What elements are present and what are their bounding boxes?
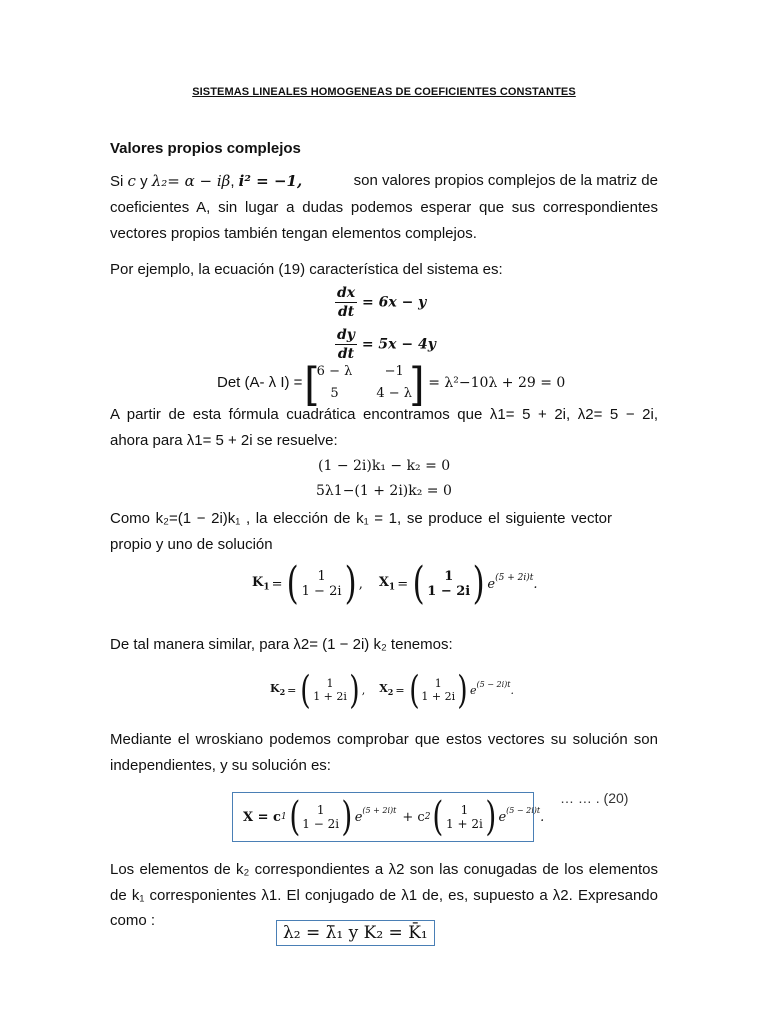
determinant-equation bbox=[217, 358, 566, 407]
k2-bottom: 1 + 2i bbox=[313, 690, 347, 703]
paragraph-1-line-3: vectores propios también tengan elementos complejos. bbox=[110, 225, 477, 242]
solution-vector-2: ( 1 1 + 2i ) bbox=[432, 794, 497, 840]
c2-sub: 2 bbox=[424, 812, 431, 822]
sol-bot-2: 1 + 2i bbox=[446, 817, 483, 831]
x2-bottom: 1 + 2i bbox=[421, 690, 456, 703]
sol-exp-1: $e^{(5 + 2i)t}$ bbox=[354, 805, 397, 825]
paragraph-3-line-1: A partir de esta fórmula cuadrática encontramos que λ1= 5 + 2i, λ2= 5 − 2i, bbox=[110, 406, 658, 423]
paragraph-1-line-1 bbox=[110, 171, 658, 192]
k1-top: 1 bbox=[317, 569, 326, 584]
si-word: Si bbox=[110, 173, 124, 190]
x2-label: $X_2$ bbox=[379, 682, 394, 698]
paragraph-7-line-2: de k₁ corresponientes λ1. El conjugado de λ1 de, es, supuesto a λ2. Expresando bbox=[110, 887, 658, 904]
comma: , bbox=[230, 173, 235, 190]
k1-label: $K_1$ bbox=[252, 575, 270, 593]
x1-vector: ( 1 1 − 2i ) bbox=[412, 558, 485, 609]
conjugate-relation-box: λ₂ = λ̄₁ y K₂ = K̄₁ bbox=[276, 920, 435, 946]
paragraph-6-line-1: Mediante el wroskiano podemos comprobar que estos vectores su solución son bbox=[110, 731, 658, 748]
dt-denominator: dt bbox=[337, 304, 355, 320]
paragraph-5: De tal manera similar, para λ2= (1 − 2i) k₂ tenemos: bbox=[110, 636, 453, 653]
paragraph-7-line-1: Los elementos de k₂ correspondientes a λ2 son las conugadas de los elementos bbox=[110, 861, 658, 878]
x1-label: $X_1$ bbox=[378, 575, 396, 593]
solution-vector-1: ( 1 1 − 2i ) bbox=[289, 794, 353, 840]
matrix-cell-12: −1 bbox=[384, 364, 404, 379]
dy-rhs: = 5x − 4y bbox=[361, 336, 436, 353]
i-squared-definition: i² = −1, bbox=[238, 172, 303, 190]
equation-dx-dt bbox=[335, 284, 426, 321]
x1-bottom: 1 − 2i bbox=[427, 584, 471, 599]
paragraph-1-rest: son valores propios complejos de la matriz de bbox=[353, 172, 658, 189]
c-symbol: c bbox=[127, 172, 136, 190]
x1-top: 1 bbox=[444, 569, 454, 584]
paragraph-4-line-2: propio y uno de solución bbox=[110, 536, 273, 553]
sol-plus: + c bbox=[402, 809, 425, 825]
det-lhs: Det (A- λ I) = bbox=[217, 374, 303, 391]
k2-top: 1 bbox=[326, 677, 334, 690]
x2-top: 1 bbox=[434, 677, 442, 690]
sol-top-1: 1 bbox=[316, 803, 325, 817]
det-matrix bbox=[304, 358, 425, 407]
dy-numerator: dy bbox=[337, 327, 355, 343]
dy-dt-fraction bbox=[335, 326, 357, 363]
system-equation-2: 5λ1−(1 + 2i)k₂ = 0 bbox=[316, 483, 452, 499]
sol-top-2: 1 bbox=[460, 803, 469, 817]
x1-exponential: $e^{(5 + 2i)t}$. bbox=[487, 572, 538, 592]
x2-vector: ( 1 1 + 2i ) bbox=[408, 668, 468, 712]
x2-exponential: $e^{(5 - 2i)t}$. bbox=[469, 679, 514, 697]
paragraph-4-line-1: Como k₂=(1 − 2i)k₁ , la elección de k₁ = 1, se produce el siguiente vector bbox=[110, 510, 612, 527]
k2-x2-vectors: $K_2$ = ( 1 1 + 2i ) , $X_2$ = ( 1 1 + 2i ) $e^{(5 - 2i)t}$. bbox=[270, 668, 514, 712]
k1-x1-vectors: $K_1$ = ( 1 1 − 2i ) , $X_1$ = ( 1 1 − 2i ) $e^{(5 + 2i)t}$. bbox=[252, 558, 538, 609]
k1-vector: ( 1 1 − 2i ) bbox=[287, 558, 357, 609]
system-equation-1: (1 − 2i)k₁ − k₂ = 0 bbox=[318, 458, 451, 474]
paragraph-2: Por ejemplo, la ecuación (19) característica del sistema es: bbox=[110, 261, 503, 278]
document-title: SISTEMAS LINEALES HOMOGENEAS DE COEFICIENTES CONSTANTES bbox=[192, 86, 576, 98]
solution-lhs: X = c bbox=[243, 809, 281, 825]
dx-rhs: = 6x − y bbox=[362, 294, 427, 311]
c1-sub: 1 bbox=[280, 812, 287, 822]
paragraph-6-line-2: independientes, y su solución es: bbox=[110, 757, 331, 774]
left-bracket: [ bbox=[304, 358, 317, 407]
section-heading: Valores propios complejos bbox=[110, 140, 301, 157]
y-word: y bbox=[140, 173, 148, 190]
dx-numerator: dx bbox=[337, 285, 356, 301]
matrix-cell-22: 4 − λ bbox=[376, 386, 413, 401]
k1-bottom: 1 − 2i bbox=[301, 584, 342, 599]
dx-dt-fraction bbox=[335, 284, 357, 321]
k2-vector: ( 1 1 + 2i ) bbox=[300, 668, 360, 712]
equation-20-label: … … . (20) bbox=[560, 790, 629, 806]
lambda2-definition: λ₂= α − iβ bbox=[151, 172, 231, 190]
paragraph-7-line-3: como : bbox=[110, 912, 156, 929]
paragraph-1-line-2: coeficientes A, sin lugar a dudas podemos esperar que sus correspondientes bbox=[110, 199, 658, 216]
dt-denominator-2: dt bbox=[337, 346, 355, 362]
matrix-cell-11: 6 − λ bbox=[316, 364, 353, 379]
det-rhs: = λ²−10λ + 29 = 0 bbox=[428, 375, 566, 391]
matrix-grid bbox=[317, 362, 412, 404]
matrix-cell-21: 5 bbox=[330, 386, 339, 401]
k2-label: $K_2$ bbox=[270, 682, 286, 698]
sol-bot-1: 1 − 2i bbox=[302, 817, 340, 831]
paragraph-3-line-2: ahora para λ1= 5 + 2i se resuelve: bbox=[110, 432, 338, 449]
sol-exp-2: $e^{(5 - 2i)t}$. bbox=[498, 805, 545, 825]
right-bracket: ] bbox=[412, 358, 425, 407]
general-solution-box bbox=[232, 792, 545, 842]
